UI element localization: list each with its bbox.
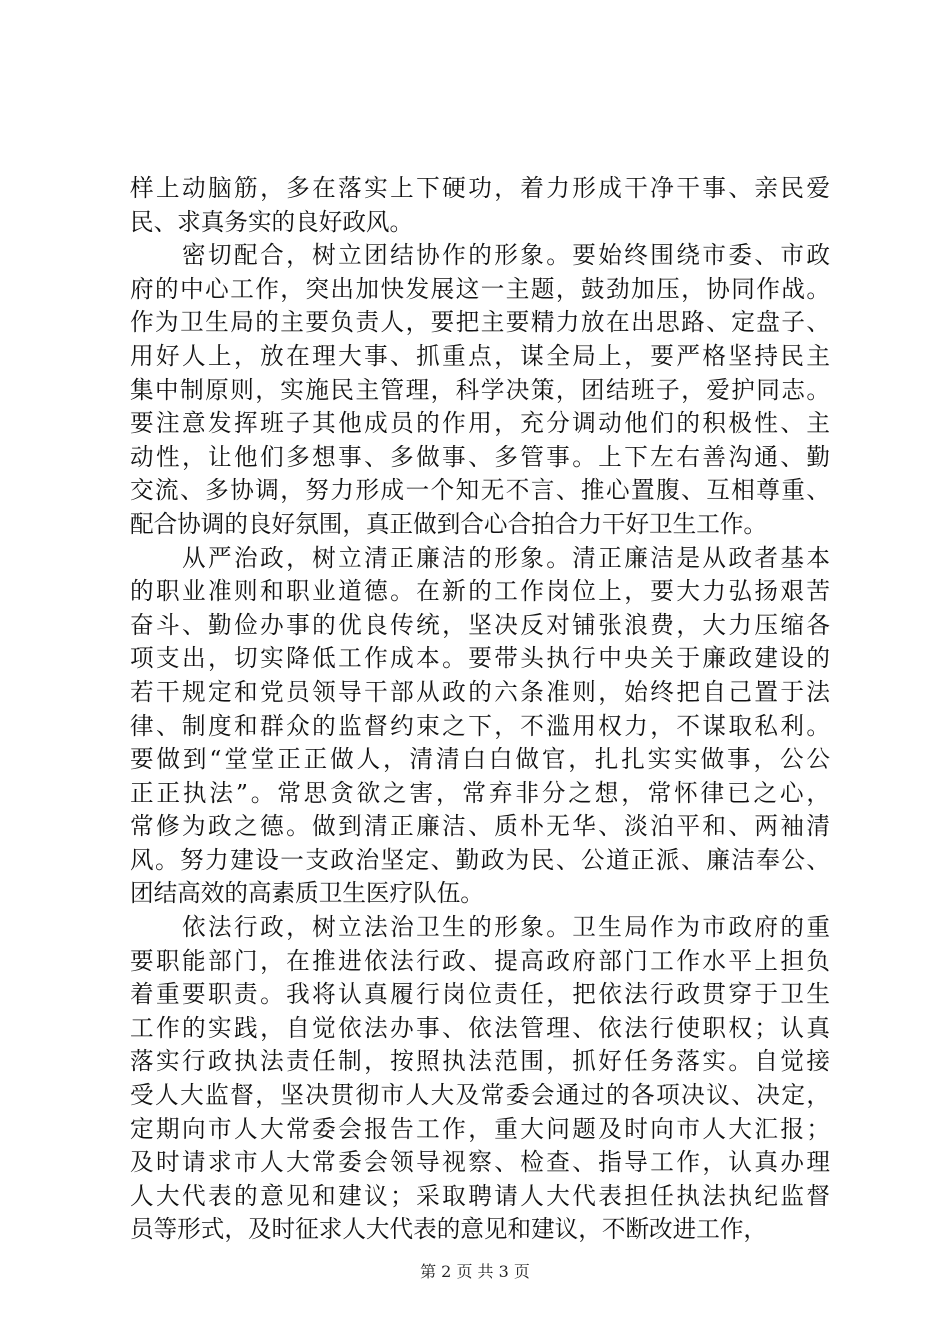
text-line: 及时请求市人大常委会领导视察、检查、指导工作，认真办理 [130, 1148, 830, 1177]
text-line: 密切配合，树立团结协作的形象。要始终围绕市委、市政 [130, 241, 830, 270]
text-line: 正正执法”。常思贪欲之害，常弃非分之想，常怀律已之心， [130, 778, 830, 807]
text-line: 样上动脑筋，多在落实上下硬功，着力形成干净干事、亲民爱 [130, 174, 830, 202]
text-line: 要职能部门，在推进依法行政、提高政府部门工作水平上担负 [130, 946, 830, 975]
text-line: 要做到“堂堂正正做人，清清白白做官，扎扎实实做事，公公 [130, 745, 830, 774]
text-line: 用好人上，放在理大事、抓重点，谋全局上，要严格坚持民主 [130, 341, 830, 370]
text-line: 作为卫生局的主要负责人，要把主要精力放在出思路、定盘子、 [130, 308, 830, 337]
text-line: 风。努力建设一支政治坚定、勤政为民、公道正派、廉洁奉公、 [130, 845, 830, 874]
text-line: 从严治政，树立清正廉洁的形象。清正廉洁是从政者基本 [130, 543, 830, 572]
text-line: 项支出，切实降低工作成本。要带头执行中央关于廉政建设的 [130, 644, 830, 673]
body-text [130, 172, 830, 1247]
text-line: 府的中心工作，突出加快发展这一主题，鼓劲加压，协同作战。 [130, 274, 830, 303]
text-line: 常修为政之德。做到清正廉洁、质朴无华、淡泊平和、两袖清 [130, 812, 830, 841]
text-line: 奋斗、勤俭办事的优良传统，坚决反对铺张浪费，大力压缩各 [130, 610, 830, 639]
text-line: 民、求真务实的良好政风。 [130, 207, 414, 236]
text-line: 的职业准则和职业道德。在新的工作岗位上，要大力弘扬艰苦 [130, 577, 830, 606]
text-line: 要注意发挥班子其他成员的作用，充分调动他们的积极性、主 [130, 409, 830, 438]
text-line: 动性，让他们多想事、多做事、多管事。上下左右善沟通、勤 [130, 442, 830, 471]
text-line: 依法行政，树立法治卫生的形象。卫生局作为市政府的重 [130, 913, 830, 942]
text-line: 员等形式，及时征求人大代表的意见和建议，不断改进工作， [130, 1215, 768, 1244]
text-line: 配合协调的良好氛围，真正做到合心合拍合力干好卫生工作。 [130, 509, 768, 538]
page-footer: 第 2 页 共 3 页 [420, 1262, 530, 1281]
text-line: 工作的实践，自觉依法办事、依法管理、依法行使职权；认真 [130, 1013, 830, 1042]
text-line: 着重要职责。我将认真履行岗位责任，把依法行政贯穿于卫生 [130, 980, 830, 1009]
text-line: 团结高效的高素质卫生医疗队伍。 [130, 879, 484, 908]
text-line: 律、制度和群众的监督约束之下，不滥用权力，不谋取私利。 [130, 711, 830, 740]
text-line: 人大代表的意见和建议；采取聘请人大代表担任执法执纪监督 [130, 1181, 830, 1210]
text-line: 落实行政执法责任制，按照执法范围，抓好任务落实。自觉接 [130, 1047, 830, 1076]
text-line: 若干规定和党员领导干部从政的六条准则，始终把自己置于法 [130, 677, 830, 706]
text-line: 交流、多协调，努力形成一个知无不言、推心置腹、互相尊重、 [130, 476, 830, 505]
text-line: 受人大监督，坚决贯彻市人大及常委会通过的各项决议、决定， [130, 1081, 830, 1110]
text-line: 定期向市人大常委会报告工作，重大问题及时向市人大汇报； [130, 1114, 830, 1143]
text-line: 集中制原则，实施民主管理，科学决策，团结班子，爱护同志。 [130, 375, 830, 404]
